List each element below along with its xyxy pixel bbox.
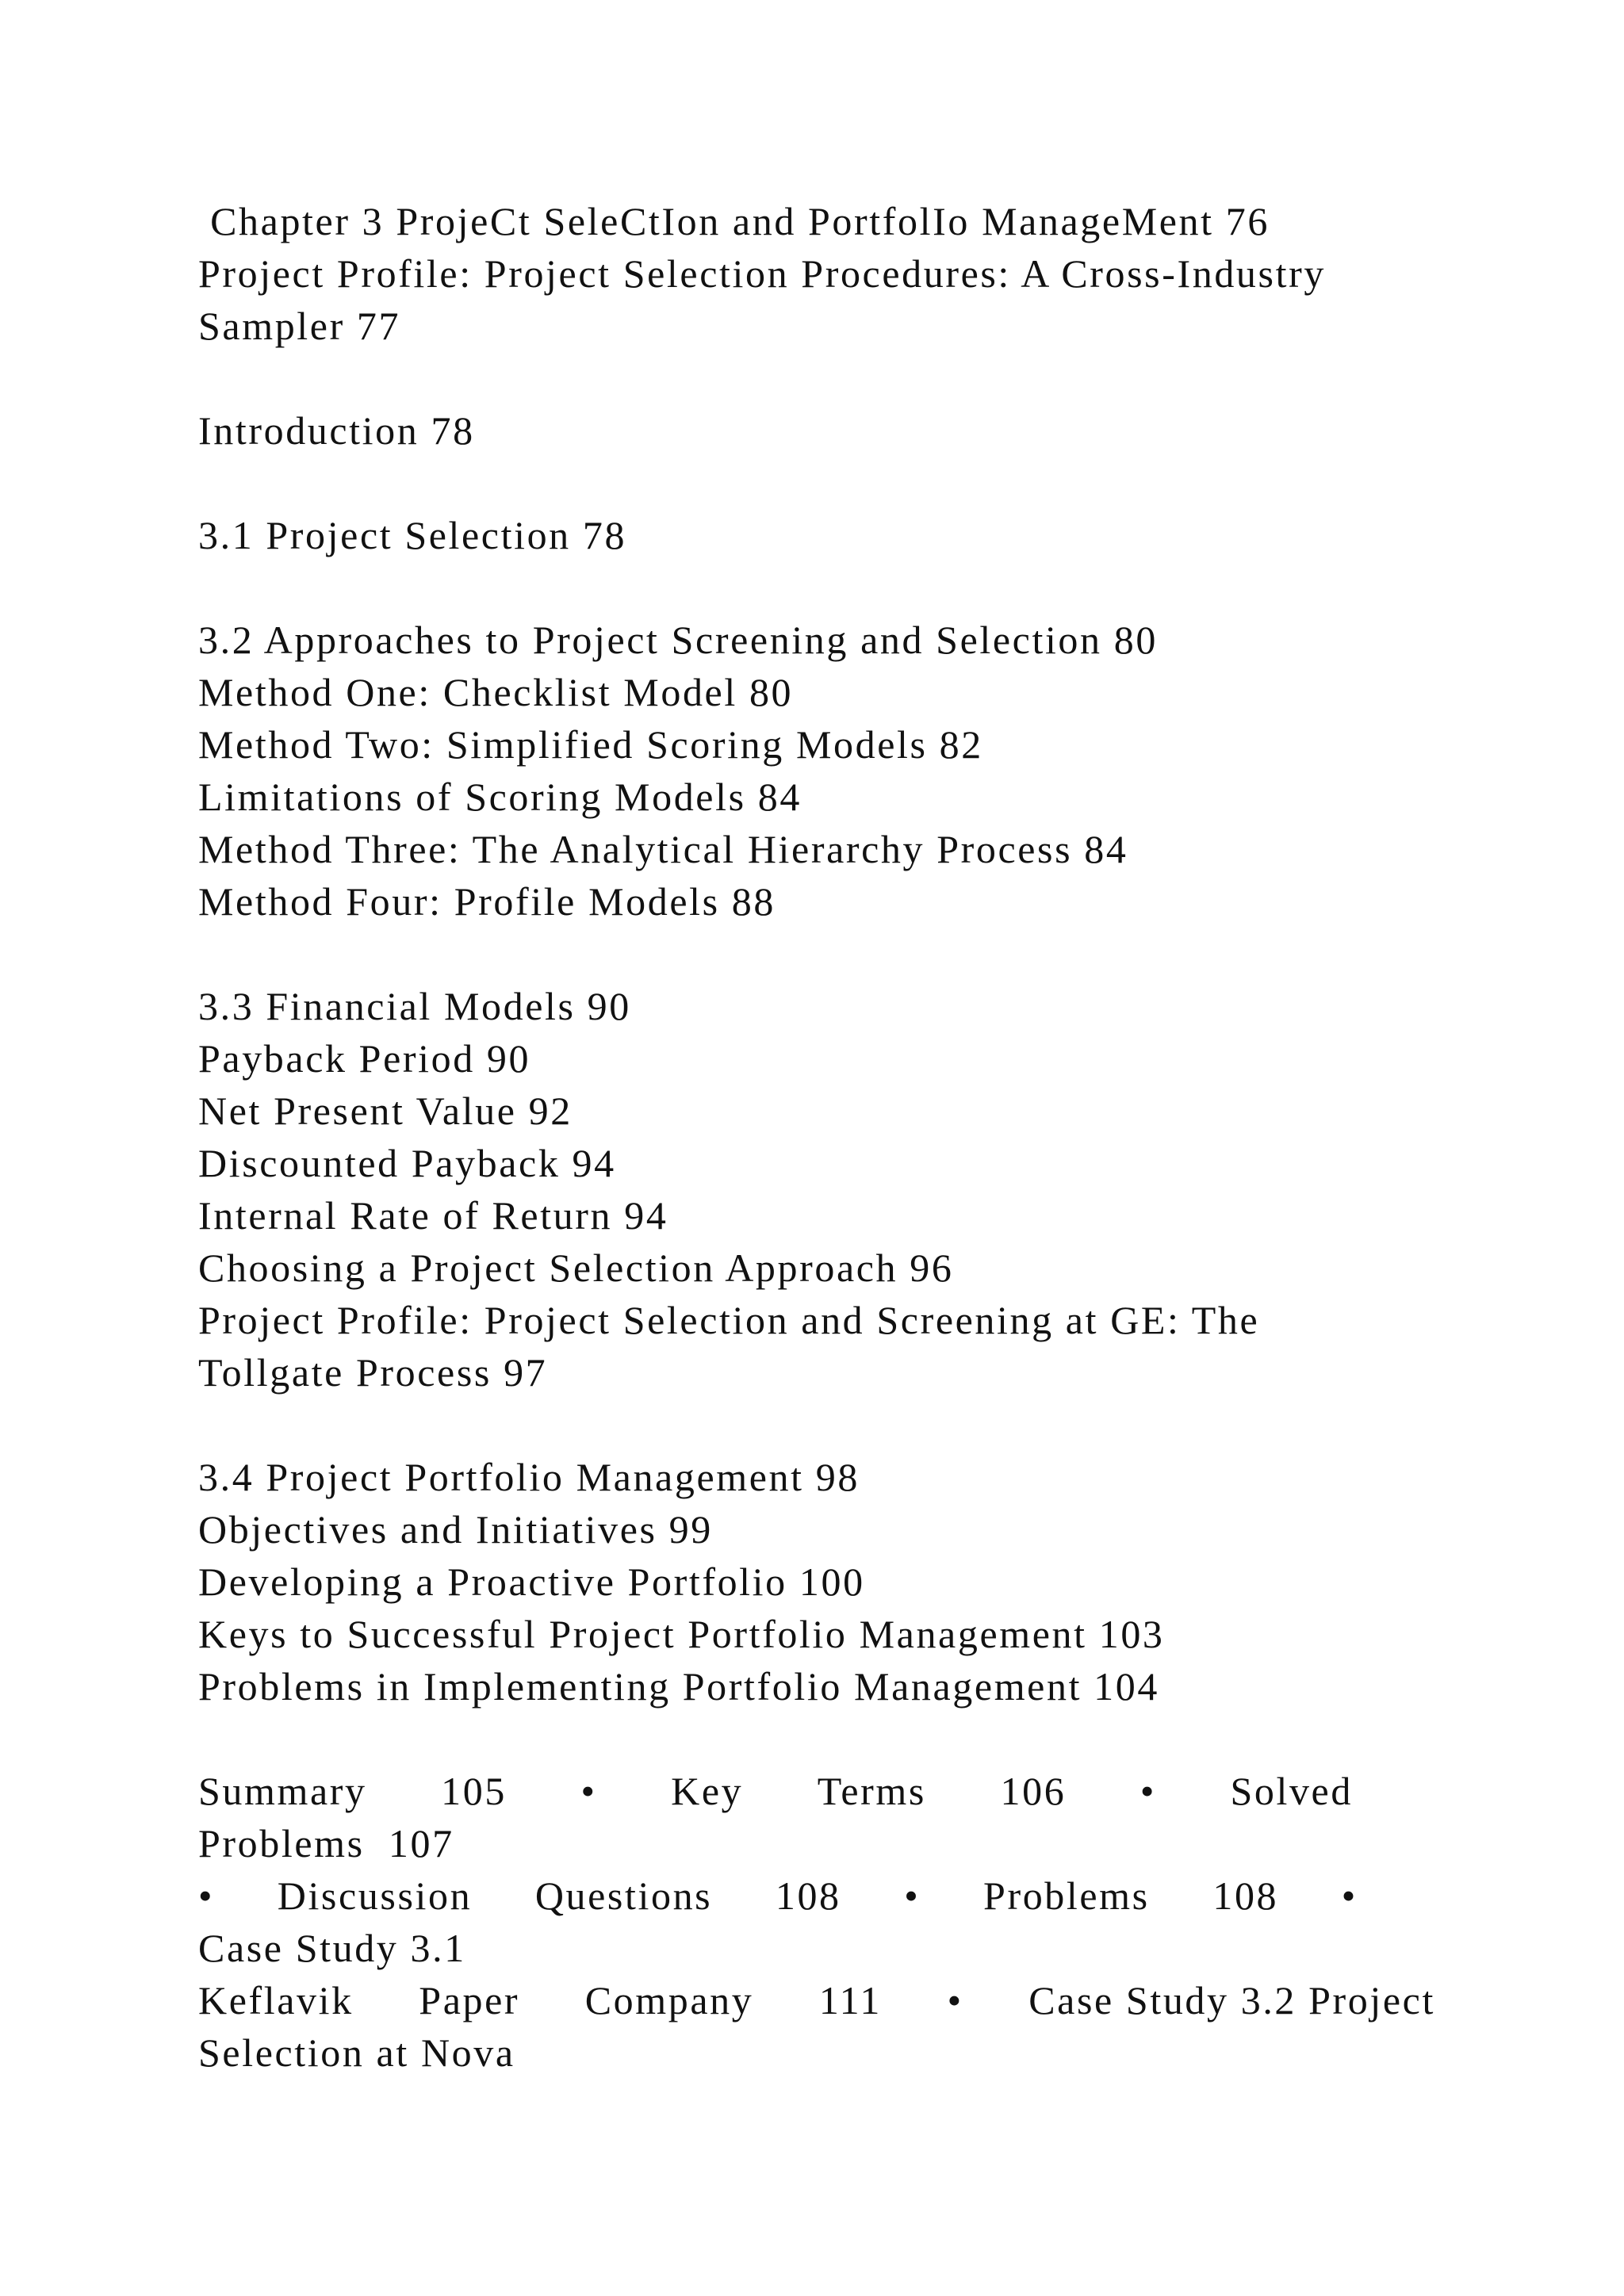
summary-word: Summary <box>198 1769 367 1813</box>
introduction-line: Introduction 78 <box>198 408 475 453</box>
list-item: Limitations of Scoring Models 84 <box>198 775 802 819</box>
summary-row-3 <box>198 1869 1358 1922</box>
section-3-2-heading: 3.2 Approaches to Project Screening and Selection 80 <box>198 618 1158 662</box>
summary-word: Keflavik <box>198 1978 354 2022</box>
list-item: Developing a Proactive Portfolio 100 <box>198 1559 865 1604</box>
summary-word: 108 <box>1212 1873 1279 1918</box>
summary-word: Terms <box>817 1769 926 1813</box>
summary-word: 106 <box>1000 1769 1067 1813</box>
summary-row-2: Problems 107 <box>198 1821 454 1866</box>
chapter-header <box>198 195 1435 352</box>
section-3-1-heading: 3.1 Project Selection 78 <box>198 513 627 557</box>
section-3-2 <box>198 614 1435 928</box>
list-item: Payback Period 90 <box>198 1036 531 1081</box>
summary-word: 105 <box>441 1769 507 1813</box>
list-item: Internal Rate of Return 94 <box>198 1193 668 1238</box>
bullet-separator: • <box>947 1978 963 2022</box>
bullet-separator: • <box>198 1873 215 1918</box>
summary-word: Solved <box>1230 1769 1353 1813</box>
list-item: Keys to Successful Project Portfolio Management 103 <box>198 1612 1165 1656</box>
summary-word: 108 <box>775 1873 841 1918</box>
summary-word: Problems <box>983 1873 1150 1918</box>
section-3-4 <box>198 1451 1435 1712</box>
bullet-separator: • <box>904 1873 921 1918</box>
summary-row-1 <box>198 1765 1353 1817</box>
bullet-separator: • <box>580 1769 597 1813</box>
list-item: Net Present Value 92 <box>198 1089 573 1133</box>
project-profile-title: Project Profile: Project Selection Procedures: A Cross-Industry <box>198 251 1326 296</box>
summary-word: Company <box>584 1978 754 2022</box>
summary-word: Key <box>671 1769 744 1813</box>
table-of-contents-page <box>198 195 1435 2079</box>
summary-word: 111 <box>818 1978 882 2022</box>
list-item: Discounted Payback 94 <box>198 1141 616 1185</box>
list-item: Objectives and Initiatives 99 <box>198 1507 713 1552</box>
summary-row-5 <box>198 1974 1435 2026</box>
bullet-separator: • <box>1341 1873 1358 1918</box>
chapter-title: Chapter 3 ProjeCt SeleCtIon and PortfolIo ManageMent 76 <box>198 199 1270 243</box>
summary-word: Questions <box>534 1873 713 1918</box>
list-item: Method Three: The Analytical Hierarchy Process 84 <box>198 827 1128 871</box>
list-item: Method Four: Profile Models 88 <box>198 879 776 924</box>
end-matter-summary <box>198 1765 1435 2079</box>
summary-word: Paper <box>419 1978 520 2022</box>
list-item: Method Two: Simplified Scoring Models 82 <box>198 722 983 767</box>
list-item: Method One: Checklist Model 80 <box>198 670 794 714</box>
summary-row-6: Selection at Nova <box>198 2030 515 2075</box>
bullet-separator: • <box>1139 1769 1156 1813</box>
list-item: Project Profile: Project Selection and Screening at GE: The <box>198 1298 1260 1342</box>
project-profile-title-continued: Sampler 77 <box>198 304 401 348</box>
list-item: Tollgate Process 97 <box>198 1350 548 1395</box>
summary-word: Case Study 3.2 Project <box>1028 1978 1435 2022</box>
summary-row-4: Case Study 3.1 <box>198 1926 466 1970</box>
section-3-1 <box>198 509 1435 561</box>
section-3-4-heading: 3.4 Project Portfolio Management 98 <box>198 1455 860 1499</box>
introduction-entry <box>198 404 1435 457</box>
section-3-3 <box>198 980 1435 1399</box>
summary-word: Discussion <box>277 1873 473 1918</box>
section-3-3-heading: 3.3 Financial Models 90 <box>198 984 631 1028</box>
list-item: Choosing a Project Selection Approach 96 <box>198 1246 954 1290</box>
list-item: Problems in Implementing Portfolio Management 104 <box>198 1664 1159 1709</box>
